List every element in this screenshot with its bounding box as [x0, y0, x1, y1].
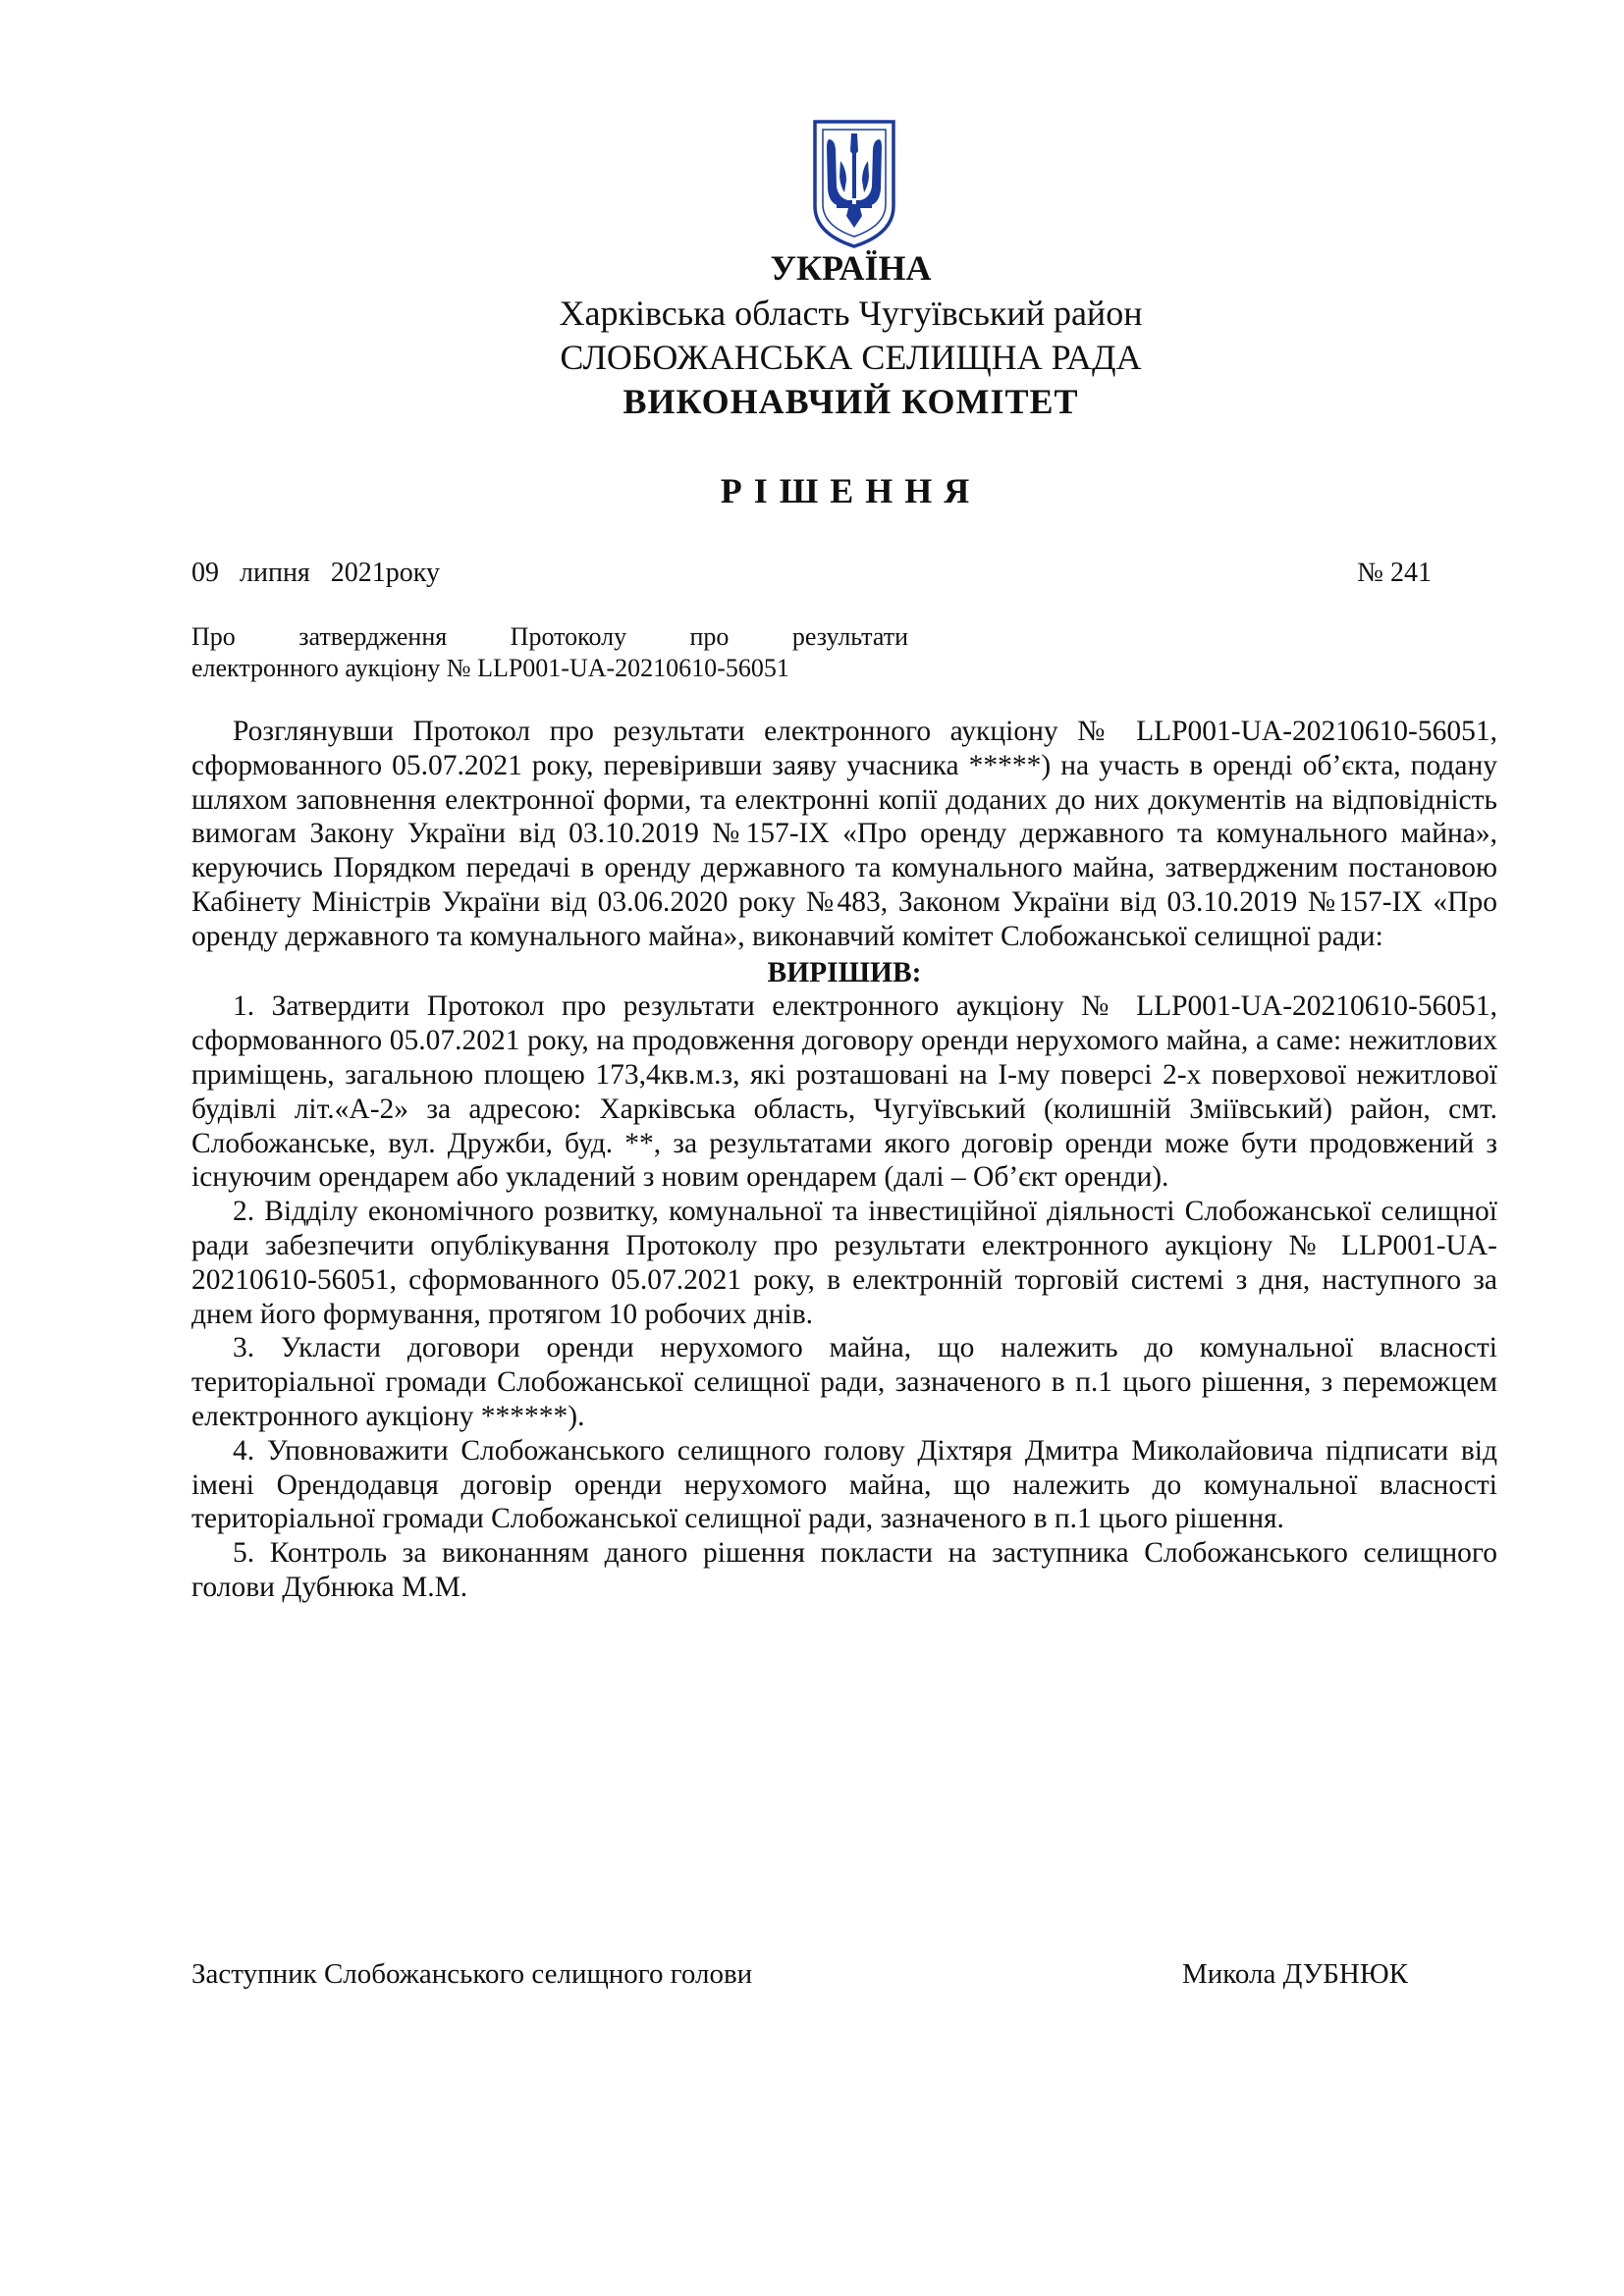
- preamble-paragraph: Розглянувши Протокол про результати електронного аукціону № LLP001-UA-20210610-56051, сформованного 05.07.2021 року, перевіривши заяву учасника *****) на участь в оренді об’єкта, подану шляхом заповнення електронної форми, та електронні копії доданих до них документів на відповідність вимогам Закону України від 03.10.2019 №157-IX «Про оренду державного та комунального майна», керуючись Порядком передачі в оренду державного та комунального майна, затвердженим постановою Кабінету Міністрів України від 03.06.2020 року №483, Законом України від 03.10.2019 №157-IX «Про оренду державного та комунального майна», виконавчий комітет Слобожанської селищної ради:: [191, 716, 1497, 952]
- decision-item: 5. Контроль за виконанням даного рішення покласти на заступника Слобожанського селищного голови Дубнюка М.М.: [191, 1537, 1497, 1603]
- country-name: УКРАЇНА: [770, 248, 932, 288]
- decision-subject: [191, 621, 908, 684]
- committee-name: ВИКОНАВЧИЙ КОМІТЕТ: [623, 382, 1079, 421]
- document-type-title: РІШЕННЯ: [720, 471, 982, 510]
- signatory-name: Микола ДУБНЮК: [1181, 1958, 1408, 1990]
- subject-line-2: електронного аукціону № LLP001-UA-20210610-56051: [191, 654, 789, 682]
- decision-item: 2. Відділу економічного розвитку, комунальної та інвестиційної діяльності Слобожанської селищної ради забезпечити опублікування Протоколу про результати електронного аукціону № LLP001-UA-20210610-56051, сформованного 05.07.2021 року, в електронній торговій системі з дня, наступного за днем його формування, протягом 10 робочих днів.: [191, 1196, 1497, 1330]
- signatory-position: Заступник Слобожанського селищного голови: [191, 1958, 753, 1990]
- subject-line-1: Про затвердження Протоколу про результати: [191, 622, 908, 651]
- decision-date: 09 липня 2021року: [191, 558, 441, 588]
- decision-number: № 241: [1357, 558, 1432, 588]
- decision-item: 3. Укласти договори оренди нерухомого майна, що належить до комунальної власності територіальної громади Слобожанської селищної ради, зазначеного в п.1 цього рішення, з переможцем електронного аукціону ******).: [191, 1332, 1497, 1432]
- decision-item: 4. Уповноважити Слобожанського селищного голову Діхтяря Дмитра Миколайовича підписати від імені Орендодавця договір оренди нерухомого майна, що належить до комунальної власності територіальної громади Слобожанської селищної ради, зазначеного в п.1 цього рішення.: [191, 1434, 1497, 1535]
- decided-heading: ВИРІШИВ:: [767, 956, 922, 988]
- trident-emblem-icon: [809, 118, 899, 250]
- region-line: Харківська область Чугуївський район: [559, 294, 1143, 333]
- council-name: СЛОБОЖАНСЬКА СЕЛИЩНА РАДА: [560, 338, 1142, 377]
- decision-body: [191, 715, 1497, 1605]
- decision-item: 1. Затвердити Протокол про результати електронного аукціону № LLP001-UA-20210610-56051, сформованного 05.07.2021 року, на продовження договору оренди нерухомого майна, а саме: нежитлових приміщень, загальною площею 173,4кв.м.з, які розташовані на І-му поверсі 2-х поверхової нежитлової будівлі літ.«А-2» за адресою: Харківська область, Чугуївський (колишній Зміївський) район, смт. Слобожанське, вул. Дружби, буд. **, за результатами якого договір оренди може бути продовжений з існуючим орендарем або укладений з новим орендарем (далі – Об’єкт оренди).: [191, 990, 1497, 1194]
